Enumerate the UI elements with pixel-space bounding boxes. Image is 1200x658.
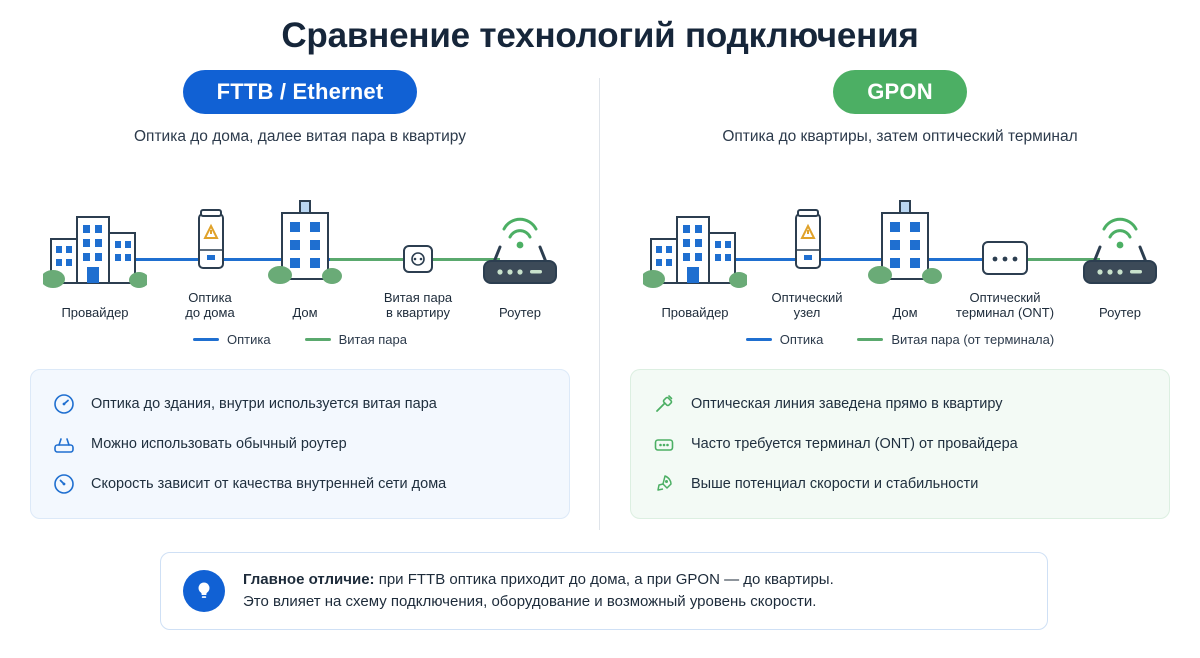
gpon-node-router-label: Роутер: [1099, 305, 1141, 320]
speed-gauge-icon: [51, 471, 77, 497]
fttb-diagram: [0, 170, 600, 320]
fttb-legend-label-twisted: Витая пара: [338, 332, 407, 347]
fttb-legend-label-optic: Оптика: [227, 332, 271, 347]
gpon-legend-label-twisted: Витая пара (от терминала): [891, 332, 1055, 347]
key-difference-strong: Главное отличие:: [243, 571, 375, 588]
provider-buildings-icon: [40, 195, 150, 299]
gpon-legend-item-optic: [746, 332, 824, 347]
ont-small-icon: [651, 431, 677, 457]
gpon-node-optic-cabinet-label: Оптический узел: [771, 290, 843, 320]
optic-cabinet-icon: [155, 180, 265, 284]
gpon-badge-wrap: [600, 70, 1200, 114]
router-icon: [1065, 195, 1175, 299]
gpon-subtitle: Оптика до квартиры, затем оптический терминал: [722, 128, 1078, 145]
fttb-node-house: [250, 195, 360, 320]
gpon-badge: GPON: [833, 70, 967, 114]
gpon-legend: [600, 332, 1200, 347]
fttb-node-optic-cabinet: [155, 180, 265, 320]
legend-swatch-twisted: [857, 338, 883, 341]
fttb-feature-3: [49, 464, 551, 504]
legend-swatch-twisted: [305, 338, 331, 341]
fttb-feature-1: [49, 384, 551, 424]
fttb-feature-2-text: Можно использовать обычный роутер: [91, 436, 347, 452]
gpon-feature-2-text: Часто требуется терминал (ONT) от провайдера: [691, 436, 1018, 452]
fttb-node-house-label: Дом: [292, 305, 318, 320]
rocket-icon: [651, 471, 677, 497]
speed-gauge-icon: [51, 391, 77, 417]
fttb-badge-wrap: [0, 70, 600, 114]
key-difference-text: [243, 569, 834, 613]
fttb-legend-item-twisted: [305, 332, 407, 347]
gpon-node-router: [1065, 195, 1175, 320]
provider-buildings-icon: [640, 195, 750, 299]
gpon-legend-label-optic: Оптика: [779, 332, 824, 347]
fttb-node-router: [465, 195, 575, 320]
gpon-diagram: [600, 170, 1200, 320]
router-icon: [465, 195, 575, 299]
gpon-node-provider-label: Провайдер: [661, 305, 729, 320]
router-small-icon: [51, 431, 77, 457]
fttb-feature-2: [49, 424, 551, 464]
key-difference-line-2: Это влияет на схему подключения, оборудование и возможный уровень скорости.: [243, 593, 817, 610]
gpon-features-card: [630, 369, 1170, 519]
gpon-feature-3-text: Выше потенциал скорости и стабильности: [691, 476, 979, 492]
page-title: Сравнение технологий подключения: [281, 16, 919, 55]
fttb-node-router-label: Роутер: [499, 305, 541, 320]
gpon-feature-1-text: Оптическая линия заведена прямо в квартиру: [691, 396, 1003, 412]
fttb-features-card: [30, 369, 570, 519]
fttb-badge: FTTB / Ethernet: [183, 70, 418, 114]
house-icon: [250, 195, 360, 299]
column-gpon: [600, 70, 1200, 519]
wall-socket-icon: [363, 180, 473, 284]
fttb-subtitle: Оптика до дома, далее витая пара в квартиру: [134, 128, 466, 145]
fttb-node-optic-cabinet-label: Оптика до дома: [185, 290, 235, 320]
fttb-node-provider: [40, 195, 150, 320]
key-difference-note: [160, 552, 1048, 630]
gpon-node-house: [850, 195, 960, 320]
lightbulb-icon: [183, 570, 225, 612]
gpon-feature-2: [649, 424, 1151, 464]
fttb-legend: [0, 332, 600, 347]
fttb-node-wall-socket: [363, 180, 473, 320]
legend-swatch-optic: [746, 338, 772, 341]
gpon-node-ont-label: Оптический терминал (ONT): [955, 290, 1055, 320]
gpon-node-ont: [950, 180, 1060, 320]
gpon-feature-1: [649, 384, 1151, 424]
legend-swatch-optic: [193, 338, 219, 341]
fttb-node-provider-label: Провайдер: [61, 305, 129, 320]
fttb-node-wall-socket-label: Витая пара в квартиру: [383, 290, 453, 320]
key-difference-rest: при FTTB оптика приходит до дома, а при GPON — до квартиры.: [374, 571, 834, 588]
gpon-node-house-label: Дом: [892, 305, 918, 320]
fttb-feature-1-text: Оптика до здания, внутри используется витая пара: [91, 396, 437, 412]
gpon-node-provider: [640, 195, 750, 320]
fiber-plug-icon: [651, 391, 677, 417]
house-icon: [850, 195, 960, 299]
gpon-node-optic-cabinet: [752, 180, 862, 320]
fttb-feature-3-text: Скорость зависит от качества внутренней сети дома: [91, 476, 447, 492]
ont-terminal-icon: [950, 180, 1060, 284]
gpon-legend-item-twisted: [857, 332, 1054, 347]
columns-container: [0, 70, 1200, 519]
key-difference-line-1: [243, 569, 834, 591]
fttb-legend-item-optic: [193, 332, 271, 347]
column-fttb: [0, 70, 600, 519]
optic-cabinet-icon: [752, 180, 862, 284]
gpon-feature-3: [649, 464, 1151, 504]
